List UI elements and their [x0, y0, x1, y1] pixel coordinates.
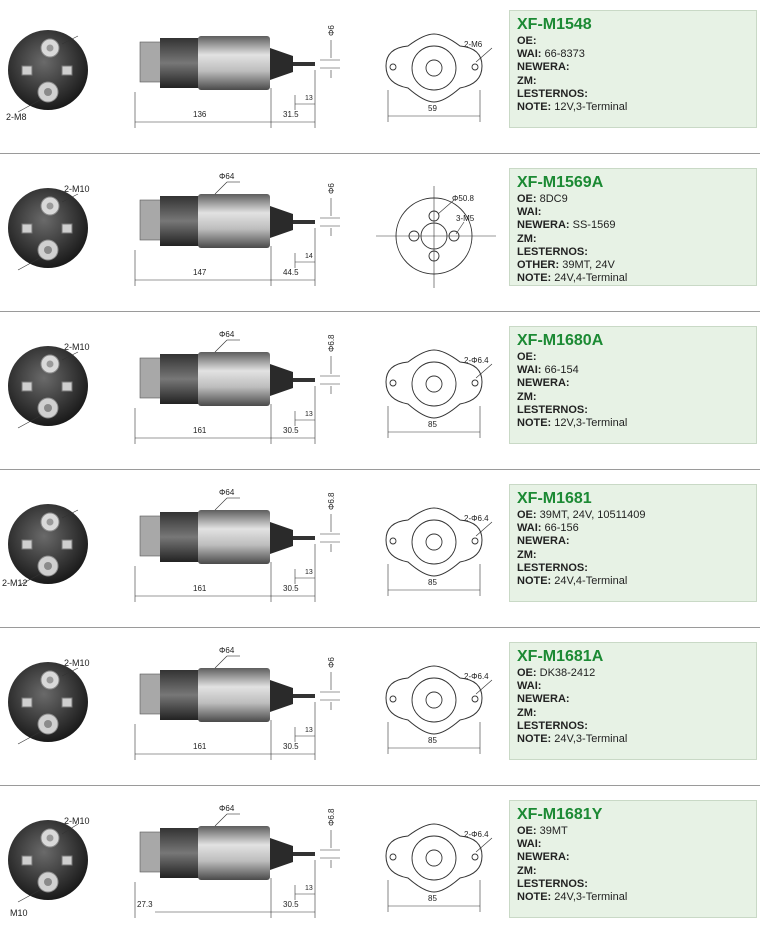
product-photo [0, 316, 110, 466]
spec-line [517, 233, 748, 246]
dim-shaft: Φ6.8 [327, 492, 336, 510]
spec-value: 66-154 [544, 364, 579, 377]
flange-width: 59 [428, 104, 437, 113]
terminal-small-right [62, 540, 72, 549]
spec-value: 39MT [539, 825, 568, 837]
spec-line [517, 246, 748, 259]
flange-width: 85 [428, 578, 437, 587]
spec-line [517, 193, 748, 206]
spec-line [517, 720, 748, 733]
model-number: XF-M1548 [517, 16, 592, 33]
spec-value: 24V,4-Terminal [554, 575, 628, 588]
solenoid-cap [160, 828, 200, 878]
spec-value: 12V,3-Terminal [554, 417, 628, 430]
spec-line [517, 549, 748, 562]
dim-step: 14 [305, 253, 313, 260]
side-view-drawing [115, 158, 365, 308]
spec-label: LESTERNOS: [517, 245, 588, 258]
side-view-drawing [115, 316, 365, 466]
spec-line [517, 825, 748, 838]
terminal-small-left [22, 856, 32, 865]
terminal-small-right [62, 698, 72, 707]
spec-label: OE: [517, 35, 537, 47]
dim-left: 27.3 [137, 900, 153, 909]
dim-plunger: 30.5 [283, 584, 299, 593]
spec-label: ZM: [517, 74, 537, 87]
spec-label: LESTERNOS: [517, 561, 588, 574]
flange-hole-label: 3-M5 [456, 214, 475, 223]
solenoid-body [198, 36, 270, 90]
flange-hole-label: 2-Φ6.4 [464, 830, 489, 839]
spec-line [517, 575, 748, 588]
solenoid-body [198, 826, 270, 880]
solenoid-cap [160, 670, 200, 720]
solenoid-body [198, 510, 270, 564]
spec-value: 8DC9 [539, 193, 568, 205]
spec-label: NEWERA: [517, 693, 570, 706]
spec-line [517, 404, 748, 417]
product-photo [0, 158, 110, 308]
dim-diameter: Φ64 [219, 488, 235, 497]
dim-body: 136 [193, 110, 207, 119]
terminal-studs [140, 674, 162, 714]
terminal-small-right [62, 224, 72, 233]
spec-line [517, 35, 748, 48]
spec-panel [509, 326, 757, 444]
dim-diameter: Φ64 [219, 804, 235, 813]
model-number: XF-M1680A [517, 332, 604, 349]
terminal-small-left [22, 698, 32, 707]
dim-shaft: Φ6 [327, 183, 336, 194]
side-view-drawing [115, 790, 365, 940]
spec-label: OE: [517, 193, 537, 205]
terminal-small-right [62, 856, 72, 865]
flange-drawing [368, 474, 498, 624]
spec-line [517, 351, 748, 364]
row-divider [0, 785, 760, 786]
flange-width: 85 [428, 894, 437, 903]
flange-drawing [368, 790, 498, 940]
product-photo [0, 790, 110, 940]
row-divider [0, 311, 760, 312]
spec-value: 66-8373 [544, 48, 585, 61]
product-row [0, 632, 760, 790]
spec-line [517, 838, 748, 851]
spec-value: 24V,3-Terminal [554, 891, 628, 904]
flange-hole-label: 2-Φ6.4 [464, 356, 489, 365]
spec-line [517, 733, 748, 746]
plunger-boot [270, 364, 293, 396]
dim-shaft: Φ6 [327, 657, 336, 668]
flange-drawing [368, 632, 498, 782]
spec-label: WAI: [517, 522, 542, 535]
spec-label: NEWERA: [517, 535, 570, 548]
plunger-boot [270, 206, 293, 238]
flange-drawing [368, 316, 498, 466]
dim-shaft: Φ6 [327, 25, 336, 36]
spec-label: ZM: [517, 390, 537, 403]
spec-value: 66-156 [544, 522, 579, 535]
photo-callout: 2-M10 [64, 816, 90, 826]
spec-value: 24V,4-Terminal [554, 272, 628, 285]
spec-line [517, 88, 748, 101]
dim-body: 147 [193, 268, 207, 277]
terminal-small-left [22, 224, 32, 233]
dim-plunger: 30.5 [283, 742, 299, 751]
photo-callout: 2-M8 [6, 112, 27, 122]
model-number: XF-M1681A [517, 648, 604, 665]
spec-label: LESTERNOS: [517, 403, 588, 416]
product-row [0, 0, 760, 158]
spec-panel [509, 484, 757, 602]
spec-label: OTHER: [517, 259, 560, 272]
flange-hole-label: 2-Φ6.4 [464, 514, 489, 523]
photo-callout-2: M10 [10, 908, 28, 918]
spec-line [517, 535, 748, 548]
spec-label: ZM: [517, 864, 537, 877]
spec-label: WAI: [517, 838, 542, 851]
spec-value: DK38-2412 [539, 667, 596, 679]
spec-label: WAI: [517, 48, 542, 61]
spec-line [517, 693, 748, 706]
product-photo [0, 0, 110, 150]
spec-label: OE: [517, 351, 537, 363]
spec-panel [509, 800, 757, 918]
spec-label: NEWERA: [517, 851, 570, 864]
photo-callout: 2-M10 [64, 658, 90, 668]
spec-value: 39MT, 24V, 10511409 [539, 509, 646, 521]
solenoid-body [198, 352, 270, 406]
spec-label: NEWERA: [517, 61, 570, 74]
spec-panel [509, 642, 757, 760]
spec-panel [509, 168, 757, 286]
plunger-boot [270, 838, 293, 870]
spec-line [517, 219, 748, 232]
spec-line [517, 364, 748, 377]
model-number: XF-M1681Y [517, 806, 603, 823]
dim-shaft: Φ6.8 [327, 808, 336, 826]
dim-step: 13 [305, 411, 313, 418]
spec-line [517, 391, 748, 404]
plunger-boot [270, 48, 293, 80]
spec-line [517, 206, 748, 219]
spec-label: ZM: [517, 548, 537, 561]
terminal-studs [140, 516, 162, 556]
dim-diameter: Φ64 [219, 172, 235, 181]
product-row [0, 474, 760, 632]
spec-label: LESTERNOS: [517, 877, 588, 890]
flange-hole-label: 2-M6 [464, 40, 483, 49]
spec-label: NOTE: [517, 417, 552, 430]
product-row [0, 316, 760, 474]
spec-label: WAI: [517, 364, 542, 377]
model-number: XF-M1569A [517, 174, 604, 191]
row-divider [0, 627, 760, 628]
spec-label: NOTE: [517, 101, 552, 114]
dim-plunger: 31.5 [283, 110, 299, 119]
product-row [0, 158, 760, 316]
solenoid-body [198, 668, 270, 722]
spec-line [517, 509, 748, 522]
spec-line [517, 522, 748, 535]
spec-label: WAI: [517, 206, 542, 219]
spec-line [517, 707, 748, 720]
terminal-studs [140, 200, 162, 240]
dim-plunger: 30.5 [283, 426, 299, 435]
spec-line [517, 101, 748, 114]
product-photo [0, 474, 110, 624]
product-row [0, 790, 760, 948]
spec-label: NOTE: [517, 891, 552, 904]
terminal-small-right [62, 382, 72, 391]
model-number: XF-M1681 [517, 490, 592, 507]
solenoid-cap [160, 354, 200, 404]
product-photo [0, 632, 110, 782]
spec-line [517, 75, 748, 88]
spec-label: LESTERNOS: [517, 87, 588, 100]
side-view-drawing [115, 632, 365, 782]
spec-value: 12V,3-Terminal [554, 101, 628, 114]
spec-value: SS-1569 [572, 219, 616, 232]
row-divider [0, 469, 760, 470]
flange-hole-label: 2-Φ6.4 [464, 672, 489, 681]
spec-label: NOTE: [517, 733, 552, 746]
terminal-small-left [22, 66, 32, 75]
dim-shaft: Φ6.8 [327, 334, 336, 352]
spec-line [517, 865, 748, 878]
dim-step: 13 [305, 95, 313, 102]
spec-line [517, 48, 748, 61]
plunger-boot [270, 522, 293, 554]
spec-line [517, 377, 748, 390]
dim-body: 161 [193, 426, 207, 435]
dim-plunger: 44.5 [283, 268, 299, 277]
side-view-drawing [115, 474, 365, 624]
flange-width: 85 [428, 736, 437, 745]
dim-step: 13 [305, 885, 313, 892]
dim-body: 161 [193, 584, 207, 593]
spec-label: NEWERA: [517, 377, 570, 390]
spec-line [517, 891, 748, 904]
solenoid-body [198, 194, 270, 248]
row-divider [0, 153, 760, 154]
spec-label: NOTE: [517, 575, 552, 588]
spec-label: ZM: [517, 232, 537, 245]
spec-label: WAI: [517, 680, 542, 693]
terminal-studs [140, 358, 162, 398]
photo-callout: 2-M10 [64, 342, 90, 352]
spec-label: NEWERA: [517, 219, 570, 232]
dim-diameter: Φ64 [219, 330, 235, 339]
flange-circle-label: Φ50.8 [452, 194, 474, 203]
spec-value: 24V,3-Terminal [554, 733, 628, 746]
spec-value: 39MT, 24V [562, 259, 615, 272]
spec-line [517, 61, 748, 74]
terminal-small-left [22, 540, 32, 549]
flange-drawing [368, 158, 498, 308]
side-view-drawing [115, 0, 365, 150]
photo-callout: 2-M12 [2, 578, 28, 588]
dim-body: 161 [193, 742, 207, 751]
spec-label: OE: [517, 825, 537, 837]
spec-line [517, 680, 748, 693]
dim-plunger: 30.5 [283, 900, 299, 909]
spec-line [517, 417, 748, 430]
dim-step: 13 [305, 727, 313, 734]
flange-drawing [368, 0, 498, 150]
terminal-small-right [62, 66, 72, 75]
spec-label: NOTE: [517, 272, 552, 285]
photo-callout: 2-M10 [64, 184, 90, 194]
solenoid-cap [160, 38, 200, 88]
plunger-boot [270, 680, 293, 712]
flange-width: 85 [428, 420, 437, 429]
spec-line [517, 562, 748, 575]
dim-step: 13 [305, 569, 313, 576]
spec-label: OE: [517, 667, 537, 679]
terminal-small-left [22, 382, 32, 391]
solenoid-cap [160, 512, 200, 562]
terminal-studs [140, 832, 162, 872]
solenoid-cap [160, 196, 200, 246]
spec-line [517, 878, 748, 891]
spec-line [517, 259, 748, 272]
spec-panel [509, 10, 757, 128]
spec-line [517, 667, 748, 680]
dim-diameter: Φ64 [219, 646, 235, 655]
spec-line [517, 851, 748, 864]
spec-label: ZM: [517, 706, 537, 719]
spec-label: LESTERNOS: [517, 719, 588, 732]
terminal-studs [140, 42, 162, 82]
spec-label: OE: [517, 509, 537, 521]
spec-line [517, 272, 748, 285]
